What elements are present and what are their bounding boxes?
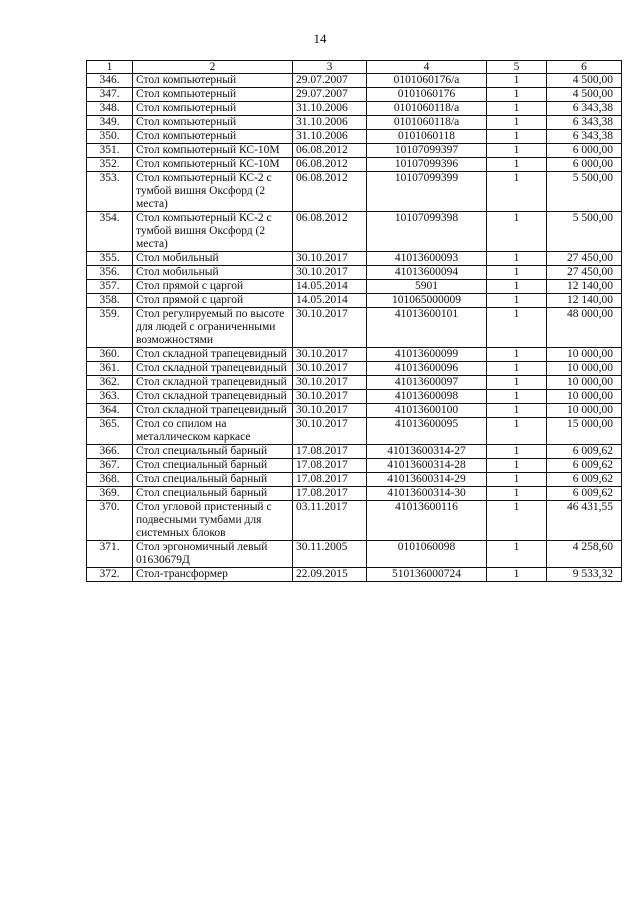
- table-row: [87, 158, 622, 172]
- acquisition-date-cell: 31.10.2006: [293, 116, 367, 130]
- inventory-number-cell: 0101060118: [367, 130, 487, 144]
- acquisition-date-cell: 06.08.2012: [293, 158, 367, 172]
- header-row: [87, 61, 622, 74]
- quantity-cell: 1: [487, 445, 547, 459]
- inventory-number-cell: 10107099396: [367, 158, 487, 172]
- inventory-number-cell: 41013600099: [367, 348, 487, 362]
- quantity-cell: 1: [487, 158, 547, 172]
- acquisition-date-cell: 30.10.2017: [293, 362, 367, 376]
- quantity-cell: 1: [487, 172, 547, 212]
- table-row: [87, 404, 622, 418]
- table-row: [87, 74, 622, 88]
- item-name-cell: Стол специальный барный: [133, 459, 293, 473]
- item-name-cell: Стол складной трапецевидный: [133, 348, 293, 362]
- row-number-cell: 347.: [87, 88, 133, 102]
- quantity-cell: 1: [487, 459, 547, 473]
- inventory-table: [86, 60, 622, 582]
- inventory-number-cell: 0101060098: [367, 541, 487, 568]
- row-number-cell: 348.: [87, 102, 133, 116]
- item-name-cell: Стол компьютерный: [133, 116, 293, 130]
- column-header: 5: [487, 61, 547, 74]
- quantity-cell: 1: [487, 116, 547, 130]
- acquisition-date-cell: 30.11.2005: [293, 541, 367, 568]
- inventory-number-cell: 5901: [367, 280, 487, 294]
- page-number: 14: [313, 31, 327, 46]
- item-name-cell: Стол специальный барный: [133, 487, 293, 501]
- table-row: [87, 487, 622, 501]
- row-number-cell: 369.: [87, 487, 133, 501]
- acquisition-date-cell: 17.08.2017: [293, 487, 367, 501]
- column-header: 2: [133, 61, 293, 74]
- inventory-number-cell: 101065000009: [367, 294, 487, 308]
- price-cell: 4 500,00: [547, 74, 622, 88]
- price-cell: 6 000,00: [547, 144, 622, 158]
- row-number-cell: 368.: [87, 473, 133, 487]
- column-header: 4: [367, 61, 487, 74]
- table-row: [87, 172, 622, 212]
- table-row: [87, 280, 622, 294]
- table-row: [87, 445, 622, 459]
- quantity-cell: 1: [487, 252, 547, 266]
- acquisition-date-cell: 30.10.2017: [293, 376, 367, 390]
- inventory-number-cell: 41013600095: [367, 418, 487, 445]
- item-name-cell: Стол компьютерный: [133, 74, 293, 88]
- row-number-cell: 363.: [87, 390, 133, 404]
- row-number-cell: 366.: [87, 445, 133, 459]
- price-cell: 10 000,00: [547, 348, 622, 362]
- price-cell: 6 009,62: [547, 445, 622, 459]
- row-number-cell: 354.: [87, 212, 133, 252]
- acquisition-date-cell: 30.10.2017: [293, 252, 367, 266]
- quantity-cell: 1: [487, 102, 547, 116]
- acquisition-date-cell: 31.10.2006: [293, 102, 367, 116]
- item-name-cell: Стол компьютерный КС-10М: [133, 158, 293, 172]
- acquisition-date-cell: 30.10.2017: [293, 266, 367, 280]
- price-cell: 6 343,38: [547, 102, 622, 116]
- quantity-cell: 1: [487, 308, 547, 348]
- price-cell: 10 000,00: [547, 362, 622, 376]
- price-cell: 10 000,00: [547, 390, 622, 404]
- quantity-cell: 1: [487, 568, 547, 582]
- quantity-cell: 1: [487, 266, 547, 280]
- price-cell: 10 000,00: [547, 376, 622, 390]
- row-number-cell: 351.: [87, 144, 133, 158]
- table-row: [87, 130, 622, 144]
- inventory-number-cell: 41013600097: [367, 376, 487, 390]
- price-cell: 5 500,00: [547, 212, 622, 252]
- acquisition-date-cell: 06.08.2012: [293, 212, 367, 252]
- item-name-cell: Стол специальный барный: [133, 473, 293, 487]
- inventory-number-cell: 41013600314-30: [367, 487, 487, 501]
- item-name-cell: Стол-трансформер: [133, 568, 293, 582]
- price-cell: 48 000,00: [547, 308, 622, 348]
- table-row: [87, 459, 622, 473]
- item-name-cell: Стол компьютерный КС-10М: [133, 144, 293, 158]
- item-name-cell: Стол складной трапецевидный: [133, 362, 293, 376]
- row-number-cell: 370.: [87, 501, 133, 541]
- price-cell: 4 500,00: [547, 88, 622, 102]
- inventory-number-cell: 41013600094: [367, 266, 487, 280]
- price-cell: 6 000,00: [547, 158, 622, 172]
- item-name-cell: Стол прямой с царгой: [133, 294, 293, 308]
- row-number-cell: 350.: [87, 130, 133, 144]
- row-number-cell: 346.: [87, 74, 133, 88]
- table-row: [87, 348, 622, 362]
- quantity-cell: 1: [487, 74, 547, 88]
- price-cell: 12 140,00: [547, 280, 622, 294]
- row-number-cell: 358.: [87, 294, 133, 308]
- inventory-number-cell: 41013600096: [367, 362, 487, 376]
- price-cell: 6 009,62: [547, 459, 622, 473]
- quantity-cell: 1: [487, 212, 547, 252]
- item-name-cell: Стол прямой с царгой: [133, 280, 293, 294]
- inventory-number-cell: 10107099399: [367, 172, 487, 212]
- row-number-cell: 361.: [87, 362, 133, 376]
- item-name-cell: Стол компьютерный КС-2 с тумбой вишня Оксфорд (2 места): [133, 172, 293, 212]
- row-number-cell: 356.: [87, 266, 133, 280]
- acquisition-date-cell: 06.08.2012: [293, 144, 367, 158]
- item-name-cell: Стол компьютерный: [133, 130, 293, 144]
- acquisition-date-cell: 14.05.2014: [293, 280, 367, 294]
- quantity-cell: 1: [487, 404, 547, 418]
- item-name-cell: Стол мобильный: [133, 252, 293, 266]
- price-cell: 6 343,38: [547, 130, 622, 144]
- price-cell: 27 450,00: [547, 252, 622, 266]
- quantity-cell: 1: [487, 362, 547, 376]
- table-row: [87, 362, 622, 376]
- acquisition-date-cell: 29.07.2007: [293, 88, 367, 102]
- acquisition-date-cell: 14.05.2014: [293, 294, 367, 308]
- row-number-cell: 371.: [87, 541, 133, 568]
- row-number-cell: 360.: [87, 348, 133, 362]
- table-row: [87, 212, 622, 252]
- quantity-cell: 1: [487, 294, 547, 308]
- row-number-cell: 364.: [87, 404, 133, 418]
- acquisition-date-cell: 30.10.2017: [293, 418, 367, 445]
- table-row: [87, 144, 622, 158]
- inventory-number-cell: 41013600100: [367, 404, 487, 418]
- price-cell: 6 343,38: [547, 116, 622, 130]
- quantity-cell: 1: [487, 501, 547, 541]
- quantity-cell: 1: [487, 418, 547, 445]
- item-name-cell: Стол компьютерный: [133, 102, 293, 116]
- acquisition-date-cell: 31.10.2006: [293, 130, 367, 144]
- quantity-cell: 1: [487, 541, 547, 568]
- acquisition-date-cell: 30.10.2017: [293, 348, 367, 362]
- quantity-cell: 1: [487, 390, 547, 404]
- row-number-cell: 352.: [87, 158, 133, 172]
- quantity-cell: 1: [487, 473, 547, 487]
- item-name-cell: Стол складной трапецевидный: [133, 376, 293, 390]
- column-header: 1: [87, 61, 133, 74]
- price-cell: 15 000,00: [547, 418, 622, 445]
- table-row: [87, 418, 622, 445]
- table-row: [87, 376, 622, 390]
- price-cell: 6 009,62: [547, 473, 622, 487]
- inventory-number-cell: 41013600116: [367, 501, 487, 541]
- table-row: [87, 88, 622, 102]
- inventory-number-cell: 0101060118/а: [367, 116, 487, 130]
- inventory-number-cell: 41013600101: [367, 308, 487, 348]
- inventory-number-cell: 41013600098: [367, 390, 487, 404]
- item-name-cell: Стол специальный барный: [133, 445, 293, 459]
- row-number-cell: 359.: [87, 308, 133, 348]
- price-cell: 9 533,32: [547, 568, 622, 582]
- row-number-cell: 353.: [87, 172, 133, 212]
- acquisition-date-cell: 06.08.2012: [293, 172, 367, 212]
- inventory-number-cell: 0101060176: [367, 88, 487, 102]
- inventory-number-cell: 10107099398: [367, 212, 487, 252]
- price-cell: 46 431,55: [547, 501, 622, 541]
- quantity-cell: 1: [487, 130, 547, 144]
- quantity-cell: 1: [487, 348, 547, 362]
- item-name-cell: Стол компьютерный: [133, 88, 293, 102]
- item-name-cell: Стол эргономичный левый 01630679Д: [133, 541, 293, 568]
- inventory-number-cell: 0101060118/а: [367, 102, 487, 116]
- table-row: [87, 501, 622, 541]
- row-number-cell: 357.: [87, 280, 133, 294]
- price-cell: 27 450,00: [547, 266, 622, 280]
- table-row: [87, 308, 622, 348]
- inventory-number-cell: 41013600314-27: [367, 445, 487, 459]
- table-row: [87, 116, 622, 130]
- acquisition-date-cell: 30.10.2017: [293, 308, 367, 348]
- quantity-cell: 1: [487, 88, 547, 102]
- acquisition-date-cell: 22.09.2015: [293, 568, 367, 582]
- quantity-cell: 1: [487, 280, 547, 294]
- table-row: [87, 102, 622, 116]
- inventory-number-cell: 41013600093: [367, 252, 487, 266]
- row-number-cell: 362.: [87, 376, 133, 390]
- table-row: [87, 294, 622, 308]
- price-cell: 10 000,00: [547, 404, 622, 418]
- quantity-cell: 1: [487, 376, 547, 390]
- table-row: [87, 541, 622, 568]
- quantity-cell: 1: [487, 144, 547, 158]
- item-name-cell: Стол регулируемый по высоте для людей с ограниченными возможностями: [133, 308, 293, 348]
- row-number-cell: 367.: [87, 459, 133, 473]
- acquisition-date-cell: 29.07.2007: [293, 74, 367, 88]
- inventory-number-cell: 0101060176/а: [367, 74, 487, 88]
- item-name-cell: Стол складной трапецевидный: [133, 390, 293, 404]
- table-row: [87, 390, 622, 404]
- row-number-cell: 349.: [87, 116, 133, 130]
- acquisition-date-cell: 03.11.2017: [293, 501, 367, 541]
- item-name-cell: Стол со спилом на металлическом каркасе: [133, 418, 293, 445]
- inventory-number-cell: 41013600314-29: [367, 473, 487, 487]
- row-number-cell: 372.: [87, 568, 133, 582]
- inventory-number-cell: 510136000724: [367, 568, 487, 582]
- inventory-number-cell: 10107099397: [367, 144, 487, 158]
- price-cell: 4 258,60: [547, 541, 622, 568]
- item-name-cell: Стол складной трапецевидный: [133, 404, 293, 418]
- acquisition-date-cell: 17.08.2017: [293, 445, 367, 459]
- inventory-number-cell: 41013600314-28: [367, 459, 487, 473]
- table-row: [87, 266, 622, 280]
- acquisition-date-cell: 17.08.2017: [293, 473, 367, 487]
- column-header: 6: [547, 61, 622, 74]
- column-header: 3: [293, 61, 367, 74]
- item-name-cell: Стол угловой пристенный с подвесными тумбами для системных блоков: [133, 501, 293, 541]
- price-cell: 6 009,62: [547, 487, 622, 501]
- price-cell: 12 140,00: [547, 294, 622, 308]
- price-cell: 5 500,00: [547, 172, 622, 212]
- item-name-cell: Стол мобильный: [133, 266, 293, 280]
- acquisition-date-cell: 17.08.2017: [293, 459, 367, 473]
- table-row: [87, 473, 622, 487]
- row-number-cell: 365.: [87, 418, 133, 445]
- row-number-cell: 355.: [87, 252, 133, 266]
- acquisition-date-cell: 30.10.2017: [293, 404, 367, 418]
- acquisition-date-cell: 30.10.2017: [293, 390, 367, 404]
- item-name-cell: Стол компьютерный КС-2 с тумбой вишня Оксфорд (2 места): [133, 212, 293, 252]
- table-row: [87, 568, 622, 582]
- table-row: [87, 252, 622, 266]
- quantity-cell: 1: [487, 487, 547, 501]
